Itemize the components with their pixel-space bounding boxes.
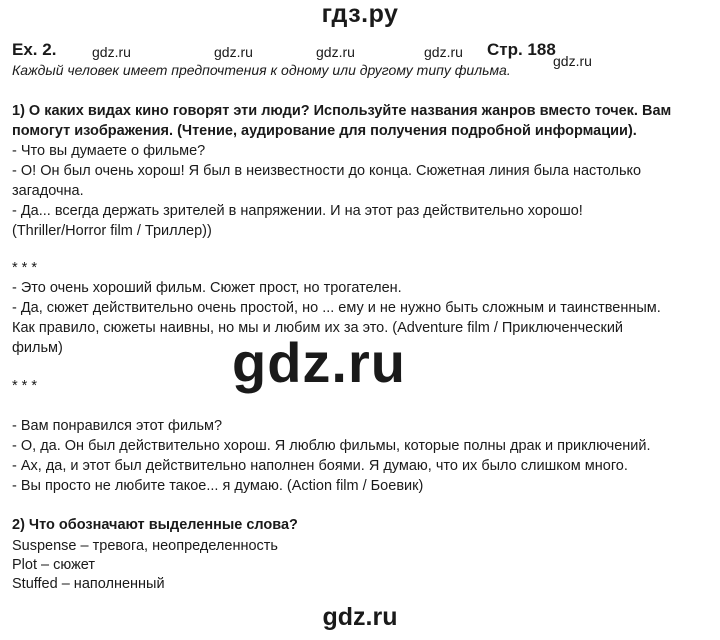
dialog-line: - Что вы думаете о фильме? bbox=[12, 143, 206, 159]
site-title: гдз.ру bbox=[321, 0, 399, 28]
footer-watermark: gdz.ru bbox=[322, 603, 398, 631]
exercise-number: Ex. 2. bbox=[12, 40, 57, 59]
dialog-line: - Да... всегда держать зрителей в напряжении. И на этот раз действительно хорошо! bbox=[12, 203, 583, 219]
dialog-line: - О, да. Он был действительно хорош. Я люблю фильмы, которые полны драк и приключений. bbox=[12, 438, 651, 454]
page-number: Стр. 188 bbox=[487, 40, 556, 59]
dialog-line: загадочна. bbox=[12, 183, 84, 199]
dialog-line: (Thriller/Horror film / Триллер)) bbox=[12, 223, 212, 239]
watermark: gdz.ru bbox=[214, 44, 253, 60]
dialog-line: - Да, сюжет действительно очень простой, но ... ему и не нужно быть сложным и таинственным. bbox=[12, 300, 661, 316]
definition-line: Suspense – тревога, неопределенность bbox=[12, 538, 278, 554]
question-2: 2) Что обозначают выделенные слова? bbox=[12, 517, 298, 533]
dialog-line: - Ах, да, и этот был действительно наполнен боями. Я думаю, что их было слишком много. bbox=[12, 458, 628, 474]
watermark: gdz.ru bbox=[316, 44, 355, 60]
definition-line: Stuffed – наполненный bbox=[12, 576, 165, 592]
intro-text: Каждый человек имеет предпочтения к одному или другому типу фильма. bbox=[12, 62, 511, 78]
dialog-line: Как правило, сюжеты наивны, но мы и любим их за это. (Adventure film / Приключенческий bbox=[12, 320, 624, 336]
dialog-line: - Вам понравился этот фильм? bbox=[12, 418, 223, 434]
watermark: gdz.ru bbox=[424, 44, 463, 60]
dialog-line: - Это очень хороший фильм. Сюжет прост, но трогателен. bbox=[12, 280, 402, 296]
question-1-line-1: 1) О каких видах кино говорят эти люди? Используйте названия жанров вместо точек. Вам bbox=[12, 103, 672, 119]
question-1-line-2: помогут изображения. (Чтение, аудирование для получения подробной информации). bbox=[12, 123, 637, 139]
dialog-line: - О! Он был очень хорош! Я был в неизвестности до конца. Сюжетная линия была настолько bbox=[12, 163, 642, 179]
watermark-large: gdz.ru bbox=[232, 331, 406, 394]
definition-line: Plot – сюжет bbox=[12, 557, 95, 573]
separator: * * * bbox=[12, 378, 37, 394]
watermark: gdz.ru bbox=[92, 44, 131, 60]
separator: * * * bbox=[12, 260, 37, 276]
dialog-line: фильм) bbox=[12, 340, 63, 356]
watermark: gdz.ru bbox=[553, 53, 592, 69]
dialog-line: - Вы просто не любите такое... я думаю. (Action film / Боевик) bbox=[12, 478, 424, 494]
